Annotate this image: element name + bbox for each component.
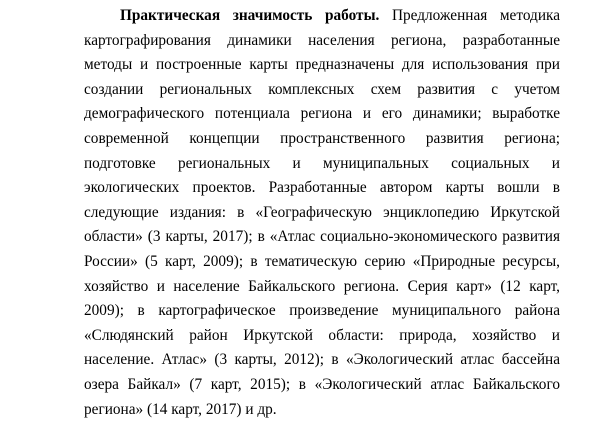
- paragraph: [84, 4, 560, 422]
- document-page: [84, 4, 560, 422]
- paragraph-body: Предложенная методика картографирования динамики населения региона, разработанные методы и построенные карты предназначены для использования при создании региональных комплексных схем развития с учетом демографического потенциала региона и его динамики; выработке современной концепции пространственного развития региона; подготовке региональных и муниципальных социальных и экологических проектов. Разработанные автором карты вошли в следующие издания: в «Географическую энциклопедию Иркутской области» (3 карты, 2017); в «Атлас социально-экономического развития России» (5 карт, 2009); в тематическую серию «Природные ресурсы, хозяйство и население Байкальского региона. Серия карт» (12 карт, 2009); в картографическое произведение муниципального района «Слюдянский район Иркутской области: природа, хозяйство и население. Атлас» (3 карты, 2012); в «Экологический атлас бассейна озера Байкал» (7 карт, 2015); в «Экологический атлас Байкальского региона» (14 карт, 2017) и др.: [84, 7, 560, 418]
- paragraph-lead-heading: Практическая значимость работы.: [120, 7, 380, 24]
